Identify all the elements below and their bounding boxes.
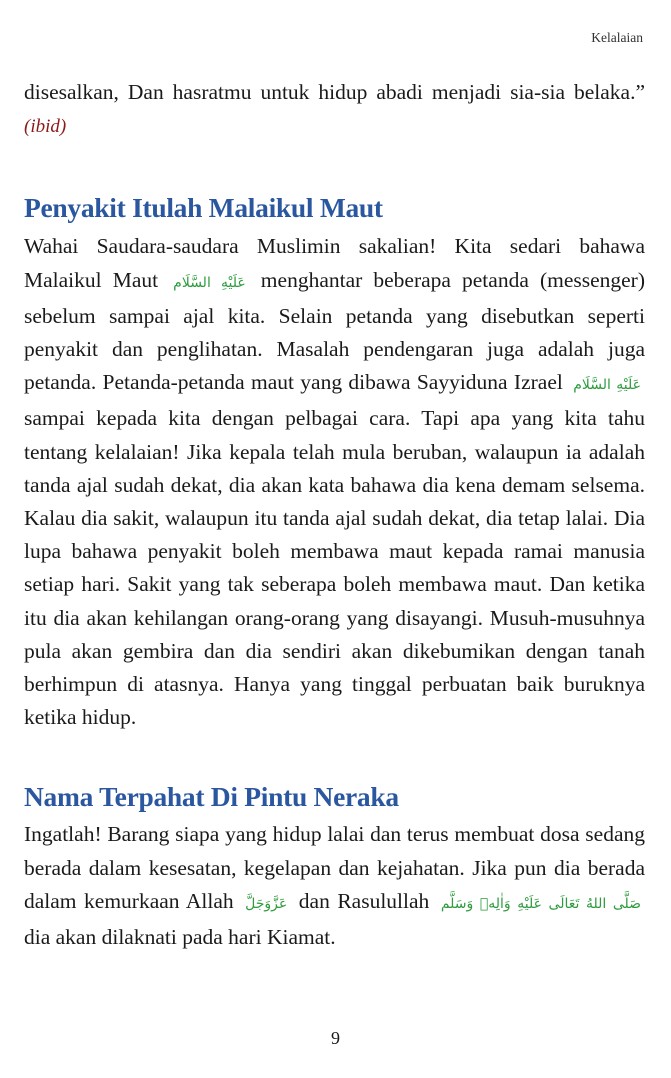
- section1-text-b: menghantar beberapa petanda (messenger) sebelum sampai ajal kita. Selain petanda yang disebutkan seperti penyakit dan penglihatan. Masalah pendengaran juga adalah juga petanda. Petanda-petanda maut yang dibawa Sayyiduna Izrael: [24, 267, 646, 395]
- azza-wa-jalla-calligraphy: عَزَّوَجَلَّ: [245, 895, 288, 912]
- section1-text-a: Wahai Saudara-saudara Muslimin sakalian! Kita sedari bahawa Malaikul Maut: [24, 234, 645, 292]
- citation: (ibid): [24, 116, 67, 138]
- page-content: [24, 76, 645, 954]
- section-heading-penyakit: Penyakit Itulah Malaikul Maut: [24, 192, 383, 224]
- section2-text-c: dia akan dilaknati pada hari Kiamat.: [24, 925, 336, 950]
- intro-paragraph: [24, 76, 645, 143]
- alaihissalam-calligraphy: عَلَيْهِ السَّلَام: [173, 274, 246, 291]
- section1-paragraph: [24, 230, 645, 734]
- running-head: Kelalaian: [591, 30, 643, 45]
- section2-text-a: Ingatlah! Barang siapa yang hidup lalai dan terus membuat dosa sedang berada dalam kesesatan, kegelapan dan kejahatan. Jika pun dia berada dalam kemurkaan Allah: [24, 822, 645, 913]
- section-heading-nama: Nama Terpahat Di Pintu Neraka: [24, 781, 399, 813]
- page-number: 9: [331, 1028, 340, 1048]
- section2-paragraph: [24, 818, 645, 954]
- section1-text-c: sampai kepada kita dengan pelbagai cara. Tapi apa yang kita tahu tentang kelalaian! Jika kepala telah mula beruban, walaupun ia adalah tanda ajal sudah dekat, dia akan kata bahawa dia kena demam selsema. Kalau dia sakit, walaupun itu tanda ajal sudah dekat, dia tetap lalai. Dia lupa bahawa penyakit boleh membawa maut kepada ramai manusia setiap hari. Sakit yang tak seberapa boleh membawa maut. Dan ketika itu dia akan kehilangan orang-orang yang disayangi. Musuh-musuhnya pula akan gembira dan dia sendiri akan dikebumikan dengan tanah berhimpun di atasnya. Hanya yang tinggal perbuatan baik buruknya ketika hidup.: [24, 406, 645, 730]
- sallallahu-calligraphy: صَلَّى اللهُ تَعَالَى عَلَيْهِ وَاٰلِهٖ وَسَلَّم: [440, 895, 642, 912]
- section2-text-b: dan Rasulullah: [298, 888, 430, 913]
- alaihissalam-calligraphy: عَلَيْهِ السَّلَام: [573, 377, 641, 394]
- intro-text: disesalkan, Dan hasratmu untuk hidup abadi menjadi sia-sia belaka.”: [24, 80, 645, 104]
